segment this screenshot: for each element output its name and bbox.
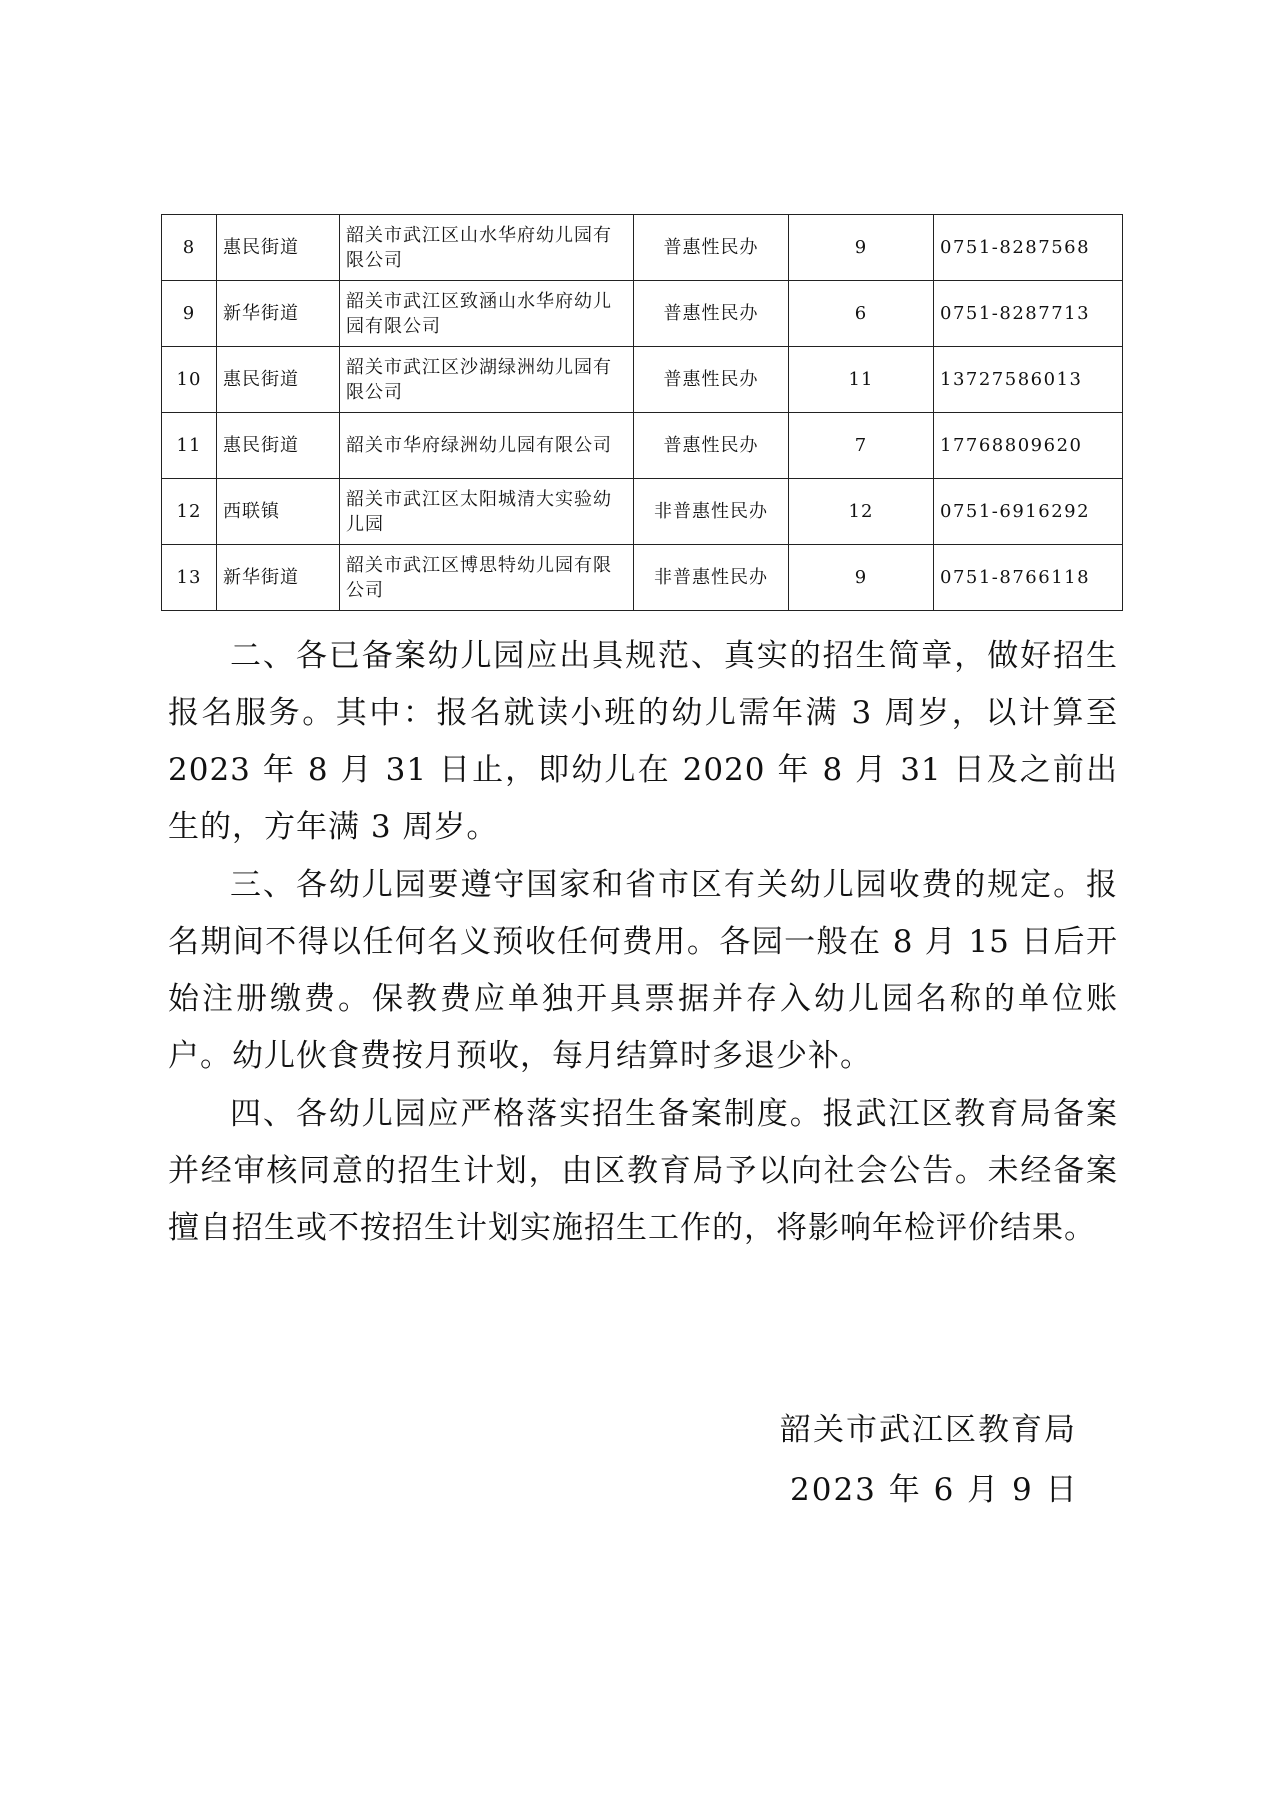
notice-body: [168, 628, 1118, 1258]
type-cell: 普惠性民办: [634, 215, 789, 281]
street-cell: 惠民街道: [217, 413, 340, 479]
type-cell: 非普惠性民办: [634, 545, 789, 611]
kindergarten-name-cell: 韶关市武江区太阳城清大实验幼儿园: [340, 479, 634, 545]
table-row: [162, 479, 1123, 545]
issue-date: 2023 年 6 月 9 日: [790, 1472, 1079, 1508]
phone-cell: 0751-6916292: [934, 479, 1123, 545]
kindergarten-name-cell: 韶关市武江区沙湖绿洲幼儿园有限公司: [340, 347, 634, 413]
count-cell: 9: [789, 215, 934, 281]
count-cell: 6: [789, 281, 934, 347]
row-number: 10: [162, 347, 217, 413]
phone-cell: 13727586013: [934, 347, 1123, 413]
row-number: 8: [162, 215, 217, 281]
row-number: 13: [162, 545, 217, 611]
paragraph-filing-system: 四、各幼儿园应严格落实招生备案制度。报武江区教育局备案并经审核同意的招生计划，由区教育局予以向社会公告。未经备案擅自招生或不按招生计划实施招生工作的，将影响年检评价结果。: [168, 1096, 1118, 1246]
street-cell: 新华街道: [217, 281, 340, 347]
table-row: [162, 545, 1123, 611]
type-cell: 非普惠性民办: [634, 479, 789, 545]
table-row: [162, 281, 1123, 347]
street-cell: 惠民街道: [217, 347, 340, 413]
street-cell: 新华街道: [217, 545, 340, 611]
kindergarten-name-cell: 韶关市武江区博思特幼儿园有限公司: [340, 545, 634, 611]
row-number: 11: [162, 413, 217, 479]
type-cell: 普惠性民办: [634, 347, 789, 413]
phone-cell: 0751-8287568: [934, 215, 1123, 281]
kindergarten-name-cell: 韶关市华府绿洲幼儿园有限公司: [340, 413, 634, 479]
phone-cell: 17768809620: [934, 413, 1123, 479]
kindergarten-table: [161, 214, 1123, 611]
kindergarten-name-cell: 韶关市武江区致涵山水华府幼儿园有限公司: [340, 281, 634, 347]
paragraph-fee-rules: 三、各幼儿园要遵守国家和省市区有关幼儿园收费的规定。报名期间不得以任何名义预收任何费用。各园一般在 8 月 15 日后开始注册缴费。保教费应单独开具票据并存入幼儿园名称的单位账户。幼儿伙食费按月预收，每月结算时多退少补。: [168, 867, 1118, 1074]
table-row: [162, 347, 1123, 413]
paragraph-enrollment-age: 二、各已备案幼儿园应出具规范、真实的招生简章，做好招生报名服务。其中：报名就读小班的幼儿需年满 3 周岁，以计算至 2023 年 8 月 31 日止，即幼儿在 2020 年 8 月 31 日及之前出生的，方年满 3 周岁。: [168, 638, 1118, 845]
type-cell: 普惠性民办: [634, 413, 789, 479]
table-row: [162, 413, 1123, 479]
type-cell: 普惠性民办: [634, 281, 789, 347]
count-cell: 11: [789, 347, 934, 413]
count-cell: 9: [789, 545, 934, 611]
table-row: [162, 215, 1123, 281]
street-cell: 惠民街道: [217, 215, 340, 281]
count-cell: 12: [789, 479, 934, 545]
row-number: 12: [162, 479, 217, 545]
row-number: 9: [162, 281, 217, 347]
phone-cell: 0751-8766118: [934, 545, 1123, 611]
issuing-organization: 韶关市武江区教育局: [780, 1412, 1077, 1448]
signature-block: [760, 1400, 1120, 1520]
street-cell: 西联镇: [217, 479, 340, 545]
kindergarten-name-cell: 韶关市武江区山水华府幼儿园有限公司: [340, 215, 634, 281]
count-cell: 7: [789, 413, 934, 479]
phone-cell: 0751-8287713: [934, 281, 1123, 347]
